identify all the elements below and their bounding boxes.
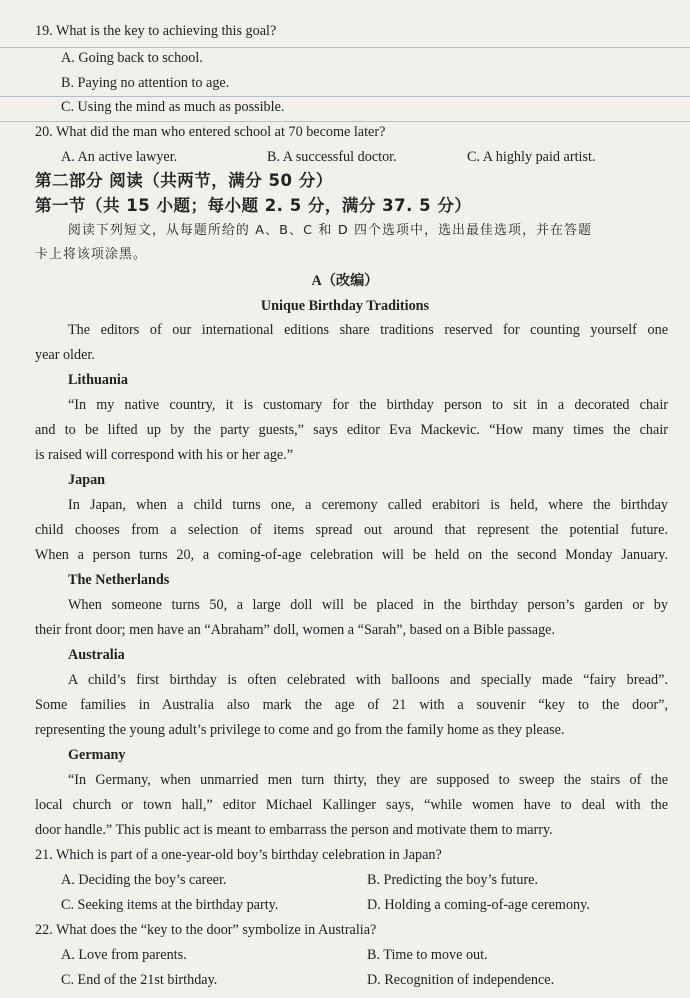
question-21-option-c: C. Seeking items at the birthday party.	[61, 897, 279, 913]
instruction-line-2: 卡上将该项涂黑。	[35, 247, 147, 262]
australia-line-2: Some families in Australia also mark the age of 21 with a souvenir “key to the door”,	[35, 697, 668, 713]
part-two-title: 第二部分 阅读（共两节，满分 50 分）	[35, 171, 333, 190]
question-22-option-d: D. Recognition of independence.	[367, 972, 555, 988]
question-19-stem: 19. What is the key to achieving this goal?	[35, 23, 277, 39]
question-22-option-a: A. Love from parents.	[61, 947, 187, 963]
question-20-option-b: B. A successful doctor.	[267, 149, 397, 165]
question-21-option-a: A. Deciding the boy’s career.	[61, 872, 227, 888]
australia-line-1: A child’s first birthday is often celebrated with balloons and specially made “fairy bread”.	[68, 672, 668, 688]
lithuania-line-2: and to be lifted up by the party guests,” says editor Eva Mackevic. “How many times the chair	[35, 422, 668, 438]
germany-line-1: “In Germany, when unmarried men turn thirty, they are supposed to sweep the stairs of the	[68, 772, 668, 788]
question-21-stem: 21. Which is part of a one-year-old boy’s birthday celebration in Japan?	[35, 847, 442, 863]
question-22-option-c: C. End of the 21st birthday.	[61, 972, 218, 988]
lithuania-line-1: “In my native country, it is customary for the birthday person to sit in a decorated chair	[68, 397, 668, 413]
australia-line-3: representing the young adult’s privilege to come and go from the family home as they please.	[35, 722, 565, 738]
question-19-option-b: B. Paying no attention to age.	[61, 75, 230, 91]
netherlands-line-1: When someone turns 50, a large doll will be placed in the birthday person’s garden or by	[68, 597, 668, 613]
question-21-option-b: B. Predicting the boy’s future.	[367, 872, 539, 888]
japan-line-1: In Japan, when a child turns one, a ceremony called erabitori is held, where the birthday	[68, 497, 668, 513]
instruction-line-1: 阅读下列短文，从每题所给的 A、B、C 和 D 四个选项中，选出最佳选项，并在答题	[68, 223, 593, 238]
japan-line-2: child chooses from a selection of items spread out around that represent the potential future.	[35, 522, 668, 538]
page-rule	[0, 121, 690, 122]
question-19-option-c: C. Using the mind as much as possible.	[61, 99, 285, 115]
passage-label: A（改编）	[311, 273, 379, 289]
page-rule	[0, 96, 690, 97]
heading-japan: Japan	[68, 472, 106, 488]
page-rule	[0, 47, 690, 48]
passage-intro-line-2: year older.	[35, 347, 95, 363]
question-19-option-a: A. Going back to school.	[61, 50, 203, 66]
heading-australia: Australia	[68, 647, 125, 663]
question-20-stem: 20. What did the man who entered school at 70 become later?	[35, 124, 386, 140]
japan-line-3: When a person turns 20, a coming-of-age celebration will be held on the second Monday January.	[35, 547, 668, 563]
question-20-option-a: A. An active lawyer.	[61, 149, 178, 165]
question-20-option-c: C. A highly paid artist.	[467, 149, 596, 165]
germany-line-3: door handle.” This public act is meant to embarrass the person and motivate them to marry.	[35, 822, 553, 838]
passage-title: Unique Birthday Traditions	[260, 298, 430, 314]
germany-line-2: local church or town hall,” editor Michael Kallinger says, “while women have to deal with the	[35, 797, 668, 813]
question-22-stem: 22. What does the “key to the door” symbolize in Australia?	[35, 922, 377, 938]
section-one-title: 第一节（共 15 小题；每小题 2. 5 分，满分 37. 5 分）	[35, 196, 472, 215]
passage-intro-line-1: The editors of our international editions share traditions reserved for counting yourself one	[68, 322, 668, 338]
heading-lithuania: Lithuania	[68, 372, 128, 388]
question-22-option-b: B. Time to move out.	[367, 947, 488, 963]
heading-germany: Germany	[68, 747, 126, 763]
question-21-option-d: D. Holding a coming-of-age ceremony.	[367, 897, 590, 913]
heading-netherlands: The Netherlands	[68, 572, 170, 588]
netherlands-line-2: their front door; men have an “Abraham” doll, women a “Sarah”, based on a Bible passage.	[35, 622, 556, 638]
lithuania-line-3: is raised will correspond with his or her age.”	[35, 447, 294, 463]
